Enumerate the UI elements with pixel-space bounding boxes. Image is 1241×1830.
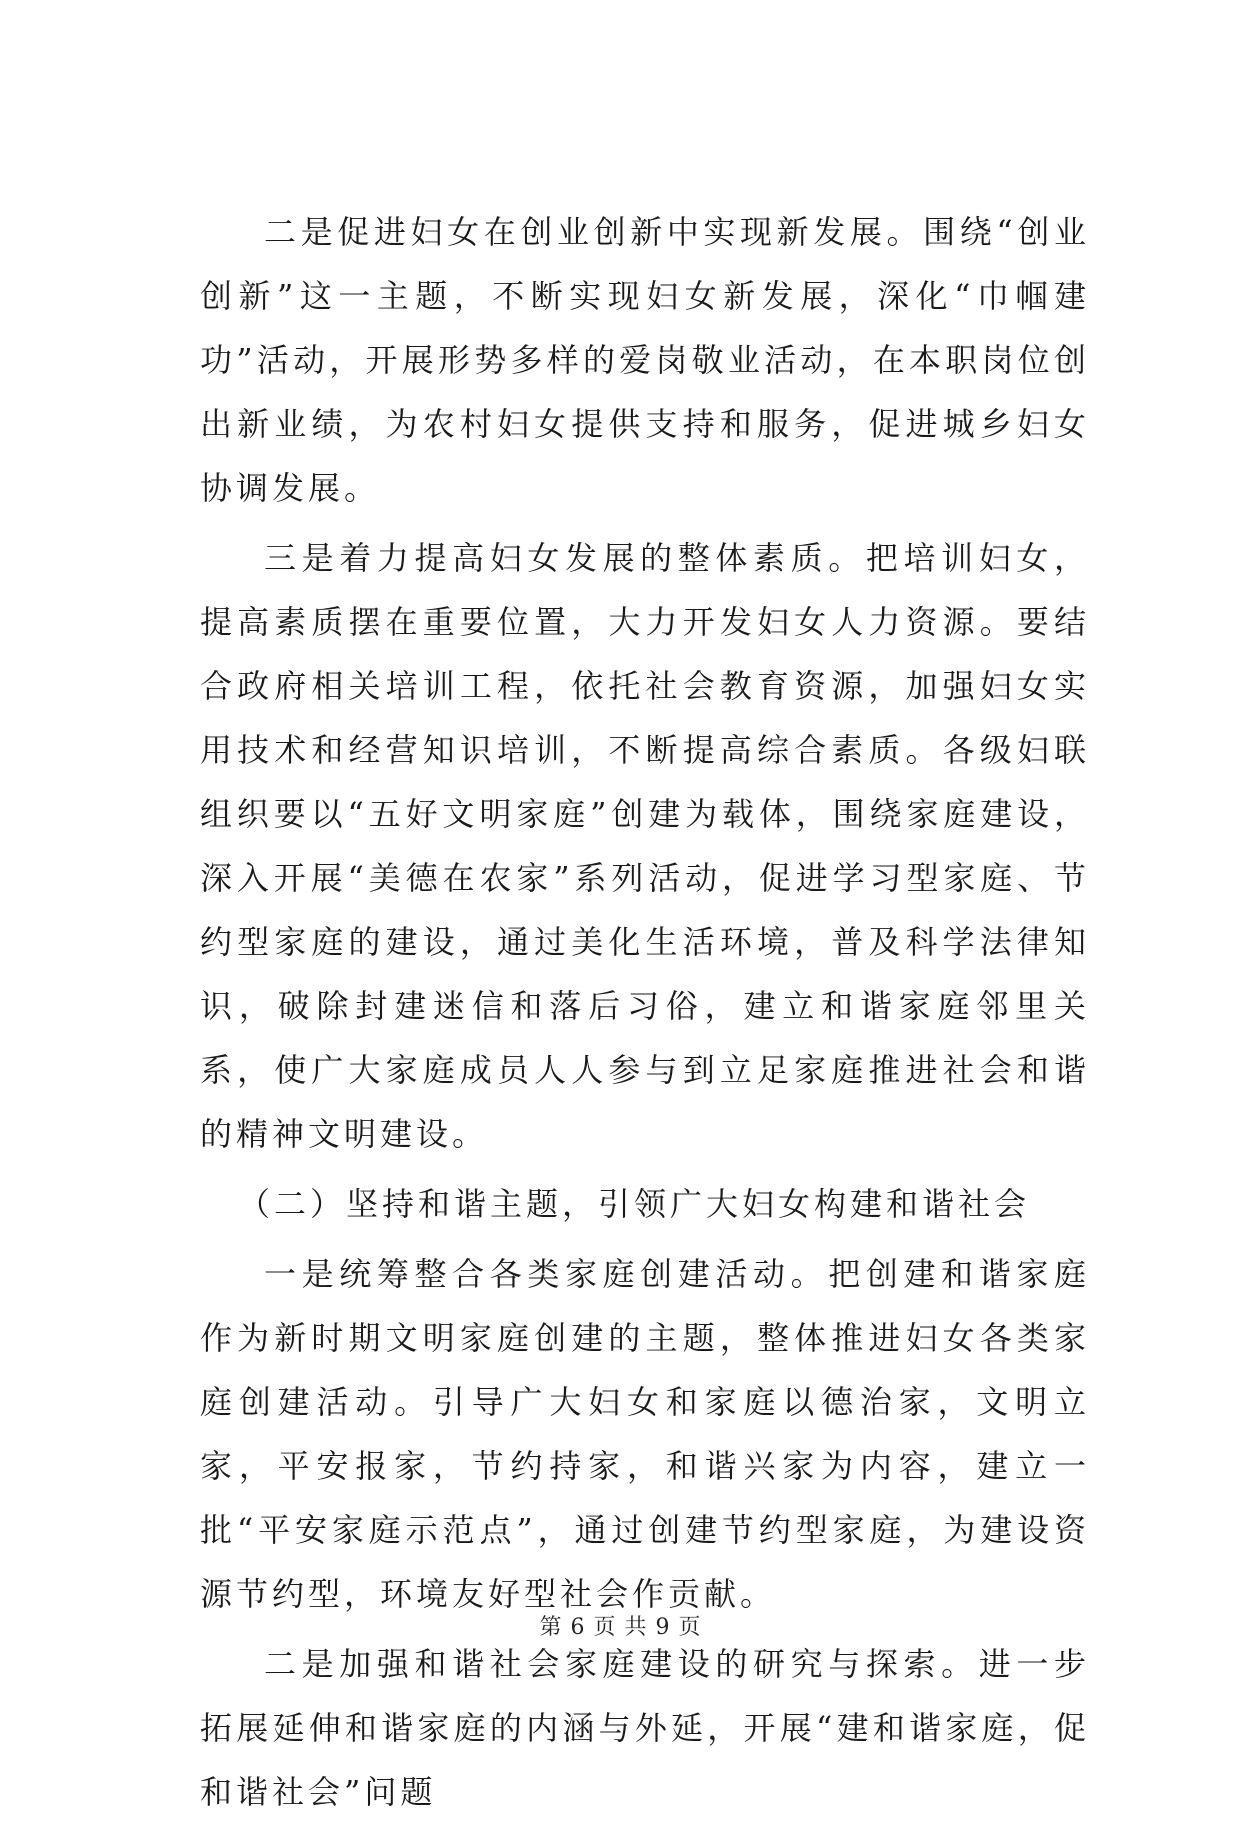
paragraph-4: 二是加强和谐社会家庭建设的研究与探索。进一步拓展延伸和谐家庭的内涵与外延，开展“建和谐家庭，促和谐社会”问题 [200, 1645, 1090, 1811]
paragraph-2: 三是着力提高妇女发展的整体素质。把培训妇女，提高素质摆在重要位置，大力开发妇女人力资源。要结合政府相关培训工程，依托社会教育资源，加强妇女实用技术和经营知识培训，不断提高综合素质。各级妇联组织要以“五好文明家庭”创建为载体，围绕家庭建设，深入开展“美德在农家”系列活动，促进学习型家庭、节约型家庭的建设，通过美化生活环境，普及科学法律知识，破除封建迷信和落后习俗，建立和谐家庭邻里关系，使广大家庭成员人人参与到立足家庭推进社会和谐的精神文明建设。 [200, 539, 1090, 1153]
section-heading: （二）坚持和谐主题，引领广大妇女构建和谐社会 [238, 1185, 1031, 1223]
page-number-footer: 第 6 页 共 9 页 [539, 1615, 702, 1640]
document-body [200, 200, 1090, 1830]
paragraph-1: 二是促进妇女在创业创新中实现新发展。围绕“创业创新”这一主题，不断实现妇女新发展，深化“巾帼建功”活动，开展形势多样的爱岗敬业活动，在本职岗位创出新业绩，为农村妇女提供支持和服务，促进城乡妇女协调发展。 [200, 213, 1090, 507]
paragraph-3: 一是统筹整合各类家庭创建活动。把创建和谐家庭作为新时期文明家庭创建的主题，整体推进妇女各类家庭创建活动。引导广大妇女和家庭以德治家，文明立家，平安报家，节约持家，和谐兴家为内容，建立一批“平安家庭示范点”，通过创建节约型家庭，为建设资源节约型，环境友好型社会作贡献。 [200, 1255, 1090, 1613]
